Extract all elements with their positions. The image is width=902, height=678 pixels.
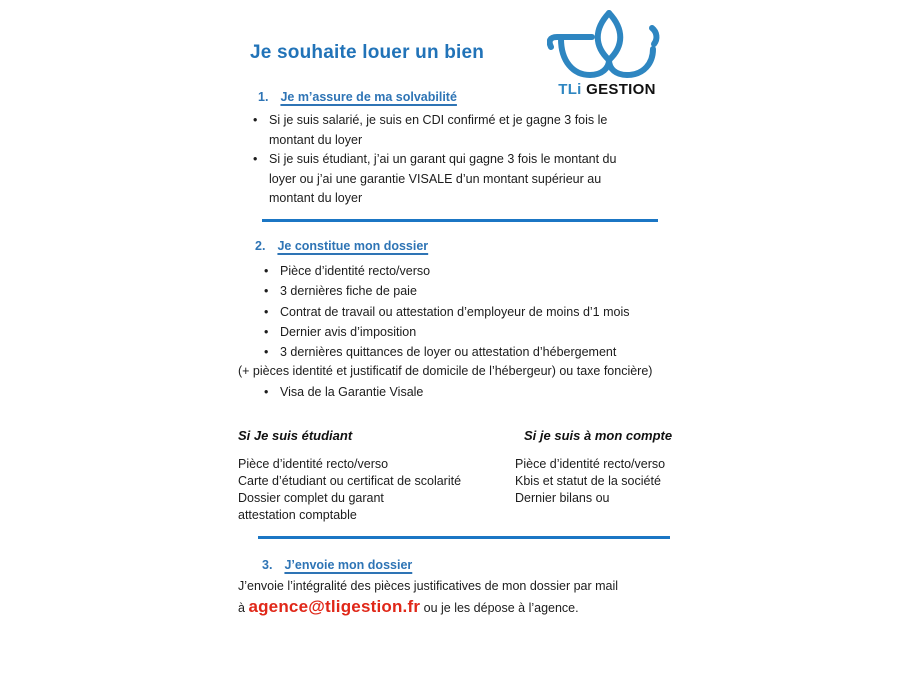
hebergement-note: (+ pièces identité et justificatif de domicile de l’hébergeur) ou taxe foncière) xyxy=(238,364,653,379)
section-divider xyxy=(262,219,658,222)
list-item: Dernier bilans ou xyxy=(515,491,610,505)
section-1-title: Je m’assure de ma solvabilité xyxy=(280,90,457,104)
agency-email-link[interactable]: agence@tligestion.fr xyxy=(248,597,421,616)
tli-monogram-icon xyxy=(543,10,671,78)
section-3-heading xyxy=(262,558,678,572)
list-item: • Contrat de travail ou attestation d’employeur de moins d’1 mois xyxy=(264,302,674,322)
section-3-title: J’envoie mon dossier xyxy=(284,558,413,572)
section-1-bullet-list xyxy=(238,111,623,209)
list-item: Pièce d’identité recto/verso xyxy=(515,457,666,471)
column-mon-compte xyxy=(515,428,685,524)
section-2-heading xyxy=(255,239,674,253)
list-item: • Si je suis salarié, je suis en CDI confirmé et je gagne 3 fois le montant du loyer xyxy=(253,111,623,150)
email-prefix: à xyxy=(238,601,249,615)
column-etudiant-title: Si Je suis étudiant xyxy=(238,428,353,443)
list-item: attestation comptable xyxy=(238,508,357,522)
section-2-number: 2. xyxy=(255,239,266,253)
section-2-bullet-list xyxy=(238,261,674,362)
email-suffix: ou je les dépose à l’agence. xyxy=(420,601,579,615)
section-1-heading xyxy=(258,90,638,104)
list-item: Dossier complet du garant xyxy=(238,491,384,505)
tli-gestion-logo xyxy=(543,10,671,98)
section-1-number: 1. xyxy=(258,90,269,104)
section-envoi xyxy=(238,558,678,617)
list-item: Carte d’étudiant ou certificat de scolarité xyxy=(238,474,462,488)
page-title: Je souhaite louer un bien xyxy=(250,42,485,63)
section-solvabilite xyxy=(238,90,638,209)
list-item: • Pièce d’identité recto/verso xyxy=(264,261,674,281)
section-divider xyxy=(258,536,670,539)
section-2-title: Je constitue mon dossier xyxy=(277,239,429,253)
section-2-last-bullet xyxy=(238,382,674,402)
logo-suffix: GESTION xyxy=(586,81,656,98)
list-item: • 3 dernières quittances de loyer ou attestation d’hébergement xyxy=(264,342,674,362)
column-etudiant xyxy=(238,428,515,524)
envoi-paragraph-line2 xyxy=(238,597,678,617)
section-3-number: 3. xyxy=(262,558,273,572)
list-item: • 3 dernières fiche de paie xyxy=(264,281,674,301)
list-item: • Si je suis étudiant, j’ai un garant qui gagne 3 fois le montant du loyer ou j’ai une garantie VISALE d’un montant supérieur au montant du loyer xyxy=(253,150,623,209)
logo-brand: TLi xyxy=(558,81,582,98)
section-dossier xyxy=(238,239,674,403)
list-item: Kbis et statut de la société xyxy=(515,474,661,488)
list-item: • Dernier avis d’imposition xyxy=(264,322,674,342)
list-item: Pièce d’identité recto/verso xyxy=(238,457,389,471)
situation-columns xyxy=(238,428,688,524)
envoi-paragraph-line1: J’envoie l’intégralité des pièces justificatives de mon dossier par mail xyxy=(238,579,619,593)
column-mon-compte-title: Si je suis à mon compte xyxy=(524,428,673,443)
list-item: • Visa de la Garantie Visale xyxy=(264,382,674,402)
